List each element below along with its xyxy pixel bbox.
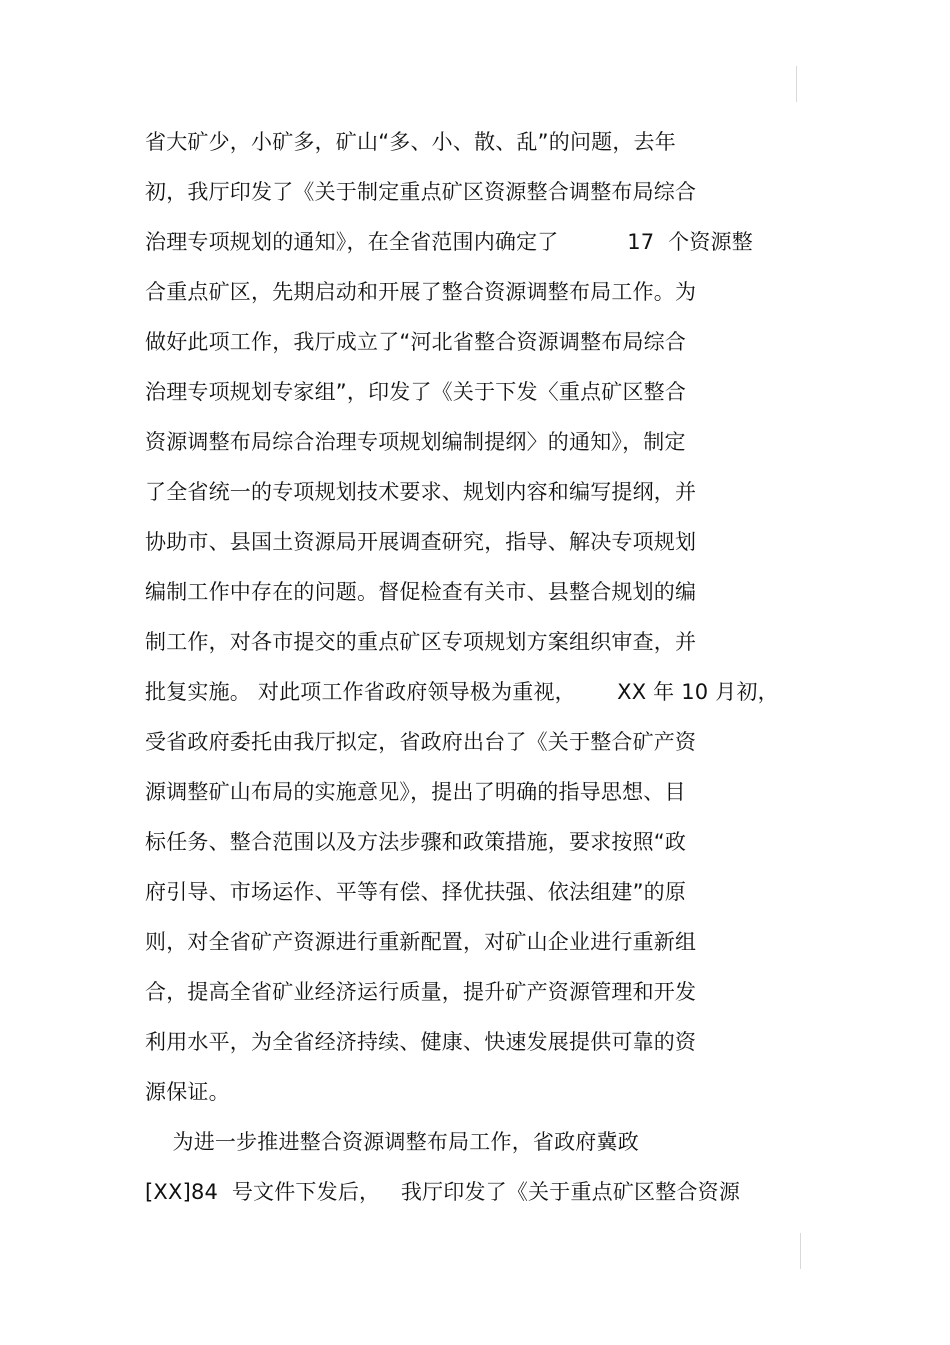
text-line: 府引导、市场运作、平等有偿、择优扶强、依法组建”的原 xyxy=(145,880,687,904)
text-line: 制工作，对各市提交的重点矿区专项规划方案组织审查，并 xyxy=(145,630,697,654)
text-line: 源保证。 xyxy=(145,1080,230,1104)
text-line: 合，提高全省矿业经济运行质量，提升矿产资源管理和开发 xyxy=(145,980,697,1004)
text-line: 源调整矿山布局的实施意见》，提出了明确的指导思想、目 xyxy=(145,780,686,804)
text-line: 受省政府委托由我厅拟定，省政府出台了《关于整合矿产资 xyxy=(145,730,697,754)
text-line: 则，对全省矿产资源进行重新配置，对矿山企业进行重新组 xyxy=(145,930,697,954)
text-line: 编制工作中存在的问题。督促检查有关市、县整合规划的编 xyxy=(145,580,697,604)
text-line: 省大矿少，小矿多，矿山“多、小、散、乱”的问题，去年 xyxy=(145,130,676,154)
text-line: 标任务、整合范围以及方法步骤和政策措施，要求按照“政 xyxy=(145,830,687,854)
text-line: 初，我厅印发了《关于制定重点矿区资源整合调整布局综合 xyxy=(145,180,697,204)
text-line: 资源调整布局综合治理专项规划编制提纲〉的通知》，制定 xyxy=(145,430,686,454)
text-line: 为进一步推进整合资源调整布局工作，省政府冀政 xyxy=(145,1130,639,1154)
text-line: 协助市、县国土资源局开展调查研究，指导、解决专项规划 xyxy=(145,530,697,554)
text-line: 利用水平，为全省经济持续、健康、快速发展提供可靠的资 xyxy=(145,1030,697,1054)
margin-mark-bottom xyxy=(800,1233,801,1269)
text-line: 治理专项规划专家组”，印发了《关于下发〈重点矿区整合 xyxy=(145,380,687,404)
text-line: 治理专项规划的通知》，在全省范围内确定了 17 个资源整 xyxy=(145,230,753,254)
text-line: 了全省统一的专项规划技术要求、规划内容和编写提纲，并 xyxy=(145,480,697,504)
text-line: [XX]84 号文件下发后， 我厅印发了《关于重点矿区整合资源 xyxy=(145,1180,741,1204)
text-line: 做好此项工作，我厅成立了“河北省整合资源调整布局综合 xyxy=(145,330,687,354)
text-line: 合重点矿区，先期启动和开展了整合资源调整布局工作。为 xyxy=(145,280,697,304)
margin-mark-top xyxy=(796,66,797,102)
text-line: 批复实施。 对此项工作省政府领导极为重视， XX 年 10 月初， xyxy=(145,680,779,704)
